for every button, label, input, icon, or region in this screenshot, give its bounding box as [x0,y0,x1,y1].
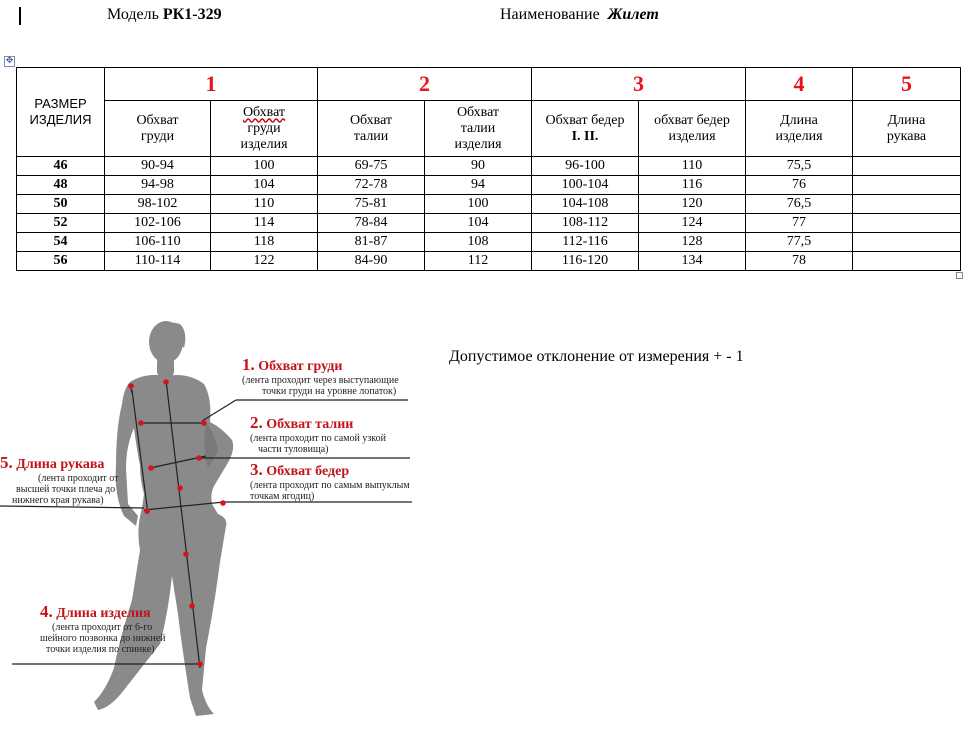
length-cell: 78 [746,252,853,271]
chest-cell: 94-98 [105,176,211,195]
hips-item-cell: 134 [639,252,746,271]
waist-cell: 72-78 [318,176,425,195]
body-silhouette [94,321,233,716]
size-header-line1: РАЗМЕР [34,96,87,111]
table-row [17,214,961,233]
sleeve-cell [853,176,961,195]
header-sleeve: Длина рукава [853,101,961,157]
waist-item-cell: 104 [425,214,532,233]
size-cell: 52 [17,214,105,233]
hips-cell: 108-112 [532,214,639,233]
header-chest-item: Обхват груди изделия [211,101,318,157]
sleeve-cell [853,214,961,233]
size-table [16,67,961,271]
chest-cell: 106-110 [105,233,211,252]
waist-cell: 84-90 [318,252,425,271]
group-4-header: 4 [746,68,853,101]
length-cell: 76,5 [746,195,853,214]
size-cell: 50 [17,195,105,214]
chest-cell: 102-106 [105,214,211,233]
length-cell: 77,5 [746,233,853,252]
label-hips: 3. Обхват бедер (лента проходит по самым выпуклым точкам ягодиц) [250,460,410,502]
sleeve-cell [853,233,961,252]
sleeve-cell [853,252,961,271]
waist-item-cell: 94 [425,176,532,195]
length-cell: 75,5 [746,157,853,176]
hips-item-cell: 120 [639,195,746,214]
table-row [17,233,961,252]
label-waist: 2. Обхват талии (лента проходит по самой узкой части туловища) [250,413,386,455]
size-cell: 48 [17,176,105,195]
chest-item-cell: 104 [211,176,318,195]
size-cell: 46 [17,157,105,176]
size-cell: 54 [17,233,105,252]
hips-item-cell: 128 [639,233,746,252]
chest-item-cell: 110 [211,195,318,214]
length-cell: 76 [746,176,853,195]
chest-item-cell: 114 [211,214,318,233]
header-chest: Обхват груди [105,101,211,157]
header-waist: Обхват талии [318,101,425,157]
size-header-line2: ИЗДЕЛИЯ [29,112,92,127]
waist-item-cell: 90 [425,157,532,176]
chest-cell: 110-114 [105,252,211,271]
hips-item-cell: 110 [639,157,746,176]
table-row [17,252,961,271]
column-header-row [17,101,961,157]
model-heading [107,6,222,24]
sleeve-cell [853,157,961,176]
chest-cell: 90-94 [105,157,211,176]
chest-item-cell: 118 [211,233,318,252]
group-2-header: 2 [318,68,532,101]
header-length: Длина изделия [746,101,853,157]
group-5-header: 5 [853,68,961,101]
model-value: РК1-329 [162,6,222,23]
measurement-diagram [0,318,440,728]
size-column-header [17,68,105,157]
text-cursor [19,7,21,25]
waist-cell: 81-87 [318,233,425,252]
header-hips-item: обхват бедер изделия [639,101,746,157]
header-waist-item: Обхват талии изделия [425,101,532,157]
hips-cell: 96-100 [532,157,639,176]
hips-cell: 104-108 [532,195,639,214]
chest-item-cell: 122 [211,252,318,271]
waist-cell: 69-75 [318,157,425,176]
table-row [17,195,961,214]
table-resize-handle[interactable] [956,272,963,279]
waist-item-cell: 100 [425,195,532,214]
model-label: Модель [107,6,159,23]
waist-item-cell: 108 [425,233,532,252]
chest-item-cell: 100 [211,157,318,176]
hips-item-cell: 124 [639,214,746,233]
chest-cell: 98-102 [105,195,211,214]
size-cell: 56 [17,252,105,271]
label-chest: 1. Обхват груди (лента проходит через выступающие точки груди на уровне лопаток) [242,355,399,397]
hips-cell: 116-120 [532,252,639,271]
waist-cell: 75-81 [318,195,425,214]
table-row [17,176,961,195]
label-length: 4. Длина изделия (лента проходит от 6-го шейного позвонка до нижней точки изделия по спинке) [40,602,166,655]
hips-cell: 100-104 [532,176,639,195]
group-header-row [17,68,961,101]
name-value: Жилет [607,6,659,23]
tolerance-note: Допустимое отклонение от измерения + - 1 [449,348,744,365]
name-label: Наименование [500,6,600,23]
length-cell: 77 [746,214,853,233]
group-3-header: 3 [532,68,746,101]
hips-cell: 112-116 [532,233,639,252]
sleeve-cell [853,195,961,214]
hips-item-cell: 116 [639,176,746,195]
table-move-icon[interactable]: ✥ [5,56,14,66]
name-heading [500,6,659,24]
table-row [17,157,961,176]
waist-item-cell: 112 [425,252,532,271]
header-hips: Обхват бедер I. II. [532,101,639,157]
group-1-header: 1 [105,68,318,101]
waist-cell: 78-84 [318,214,425,233]
label-sleeve: 5. Длина рукава (лента проходит от высшей точки плеча до нижнего края рукава) [0,453,119,506]
